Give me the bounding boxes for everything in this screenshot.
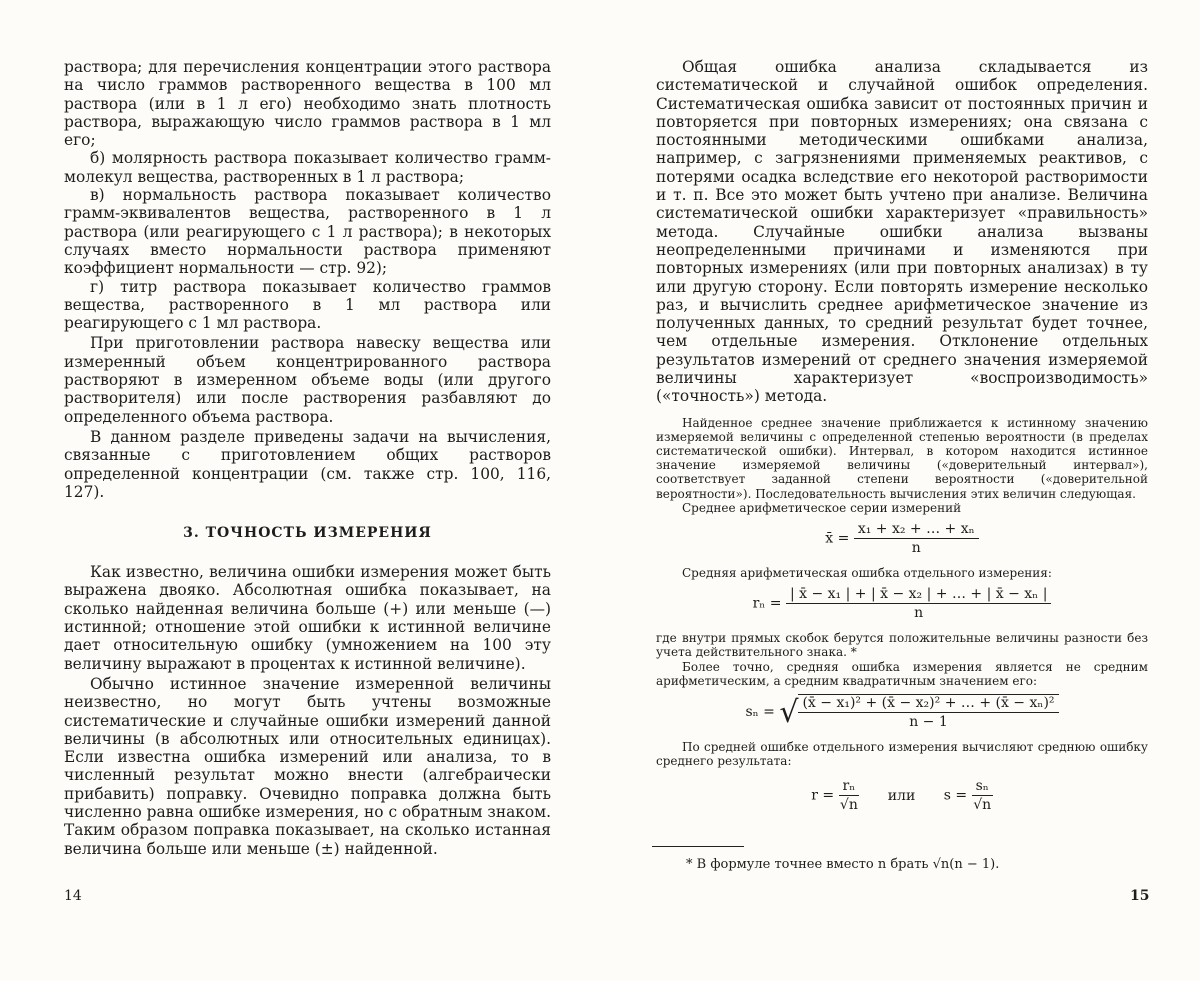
formula-mean-result-error [656,778,1148,813]
paragraph: раствора; для перечисления концентрации этого раствора на число граммов растворенного вещества в 100 мл раствора (или в 1 л его) необходимо знать плотность раствора, выражающую число граммов раствора в 1 мл его; [64,58,551,150]
formula-rms-error [656,694,1148,730]
denominator: √n [973,797,992,814]
denominator: n − 1 [909,714,948,731]
or-word: или [887,787,916,804]
fraction [972,778,993,813]
numerator: (x̄ − x₁)² + (x̄ − x₂)² + … + (x̄ − xₙ)² [798,695,1058,713]
footnote-rule [652,846,744,847]
paragraph: Обычно истинное значение измеренной величины неизвестно, но могут быть учтены возможные систематические и случайные ошибки измерений данной величины (в абсолютных или относительных единицах). Если известна ошибка измерений или анализа, то в численный результат можно внести (алгебраически прибавить) поправку. Очевидно поправка должна быть численно равна ошибке измерения, но с обратным знаком. Таким образом поправка показывает, на сколько истанная величина больше или меньше (±) найденной. [64,674,551,858]
section-heading: 3. ТОЧНОСТЬ ИЗМЕРЕНИЯ [183,525,432,542]
small-paragraph: Найденное среднее значение приближается к истинному значению измеряемой величины с определенной степенью вероятности (в пределах систематической ошибки). Интервал, в котором находится истинное значение измеряемой величины («доверительный интервал»), соответствует заданной степени вероятности («доверительной вероятности»). Последовательность вычисления этих величин следующая. [656,415,1148,501]
small-paragraph: Средняя арифметическая ошибка отдельного измерения: [682,566,1052,581]
paragraph: При приготовлении раствора навеску вещества или измеренный объем концентрированного раствора растворяют в измеренном объеме воды (или другого растворителя) или после растворения разбавляют до определенного объема раствора. [64,334,551,426]
right-page [656,58,1148,823]
fraction [798,695,1058,730]
square-root: √ $\frac{\text{(x̄ − x₁)² + (x̄ − x₂)² + … + (x̄ − xₙ)²}}{n - 1}$ [779,694,1058,730]
formula-lhs: rₙ = [752,595,782,612]
numerator: | x̄ − x₁ | + | x̄ − x₂ | + … + | x̄ − xₙ | [786,586,1051,604]
footnote: * В формуле точнее вместо n брать √n(n − 1). [686,857,1000,872]
formula-lhs: x̄ = [825,530,850,547]
formula-lhs: s = [943,787,968,804]
page-number-left: 14 [64,888,82,904]
denominator: n [911,540,921,557]
formula-lhs: sₙ = [745,704,775,721]
fraction [839,778,860,813]
small-paragraph: Среднее арифметическое серии измерений [682,500,962,515]
paragraph: в) нормальность раствора показывает количество грамм-эквивалентов вещества, растворенного в 1 л раствора (или реагирующего с 1 л раствора); в некоторых случаях вместо нормальности раствора применяют коэффициент нормальности — стр. 92); [64,186,551,278]
formula-lhs: r = [811,787,835,804]
formula-mean [656,521,1148,556]
numerator: rₙ [839,778,860,796]
fraction [786,586,1051,621]
small-paragraph: Более точно, средняя ошибка измерения является не средним арифметическим, а средним квадратичным значением его: [656,659,1148,688]
paragraph: г) титр раствора показывает количество граммов вещества, растворенного в 1 мл раствора или реагирующего с 1 мл раствора. [64,277,551,333]
paragraph: б) молярность раствора показывает количество грамм-молекул вещества, растворенных в 1 л раствора; [64,149,551,186]
paragraph: В данном разделе приведены задачи на вычисления, связанные с приготовлением общих растворов определенной концентрации (см. также стр. 100, 116, 127). [64,427,551,501]
paragraph: Общая ошибка анализа складывается из систематической и случайной ошибок определения. Систематическая ошибка зависит от постоянных причин и повторяется при повторных измерениях; она связана с постоянными методическими ошибками анализа, например, с загрязнениями применяемых реактивов, с потерями осадка вследствие его некоторой растворимости и т. п. Все это может быть учтено при анализе. Величина систематической ошибки характеризует «правильность» метода. Случайные ошибки анализа вызваны неопределенными причинами и изменяются при повторных измерениях (или при повторных анализах) в ту или другую сторону. Если повторять измерение несколько раз, и вычислить среднее арифметическое значение из полученных данных, то средний результат будет точнее, чем отдельные измерения. Отклонение отдельных результатов измерений от среднего значения измеряемой величины характеризует «воспроизводимость» («точность») метода. [656,58,1148,406]
left-page [64,58,551,858]
numerator: x₁ + x₂ + … + xₙ [854,521,979,539]
fraction [854,521,979,556]
denominator: √n [839,797,858,814]
denominator: n [914,605,924,622]
paragraph: Как известно, величина ошибки измерения может быть выражена двояко. Абсолютная ошибка показывает, на сколько найденная величина больше (+) или меньше (—) истинной; отношение этой ошибки к истинной величине дает относительную ошибку (умножением на 100 эту величину выражают в процентах к истинной величине). [64,563,551,673]
formula-mean-error [656,586,1148,621]
numerator: sₙ [972,778,993,796]
small-paragraph: где внутри прямых скобок берутся положительные величины разности без учета действительного знака. * [656,631,1148,660]
page-number-right: 15 [1130,888,1150,904]
small-paragraph: По средней ошибке отдельного измерения вычисляют среднюю ошибку среднего результата: [656,740,1148,769]
